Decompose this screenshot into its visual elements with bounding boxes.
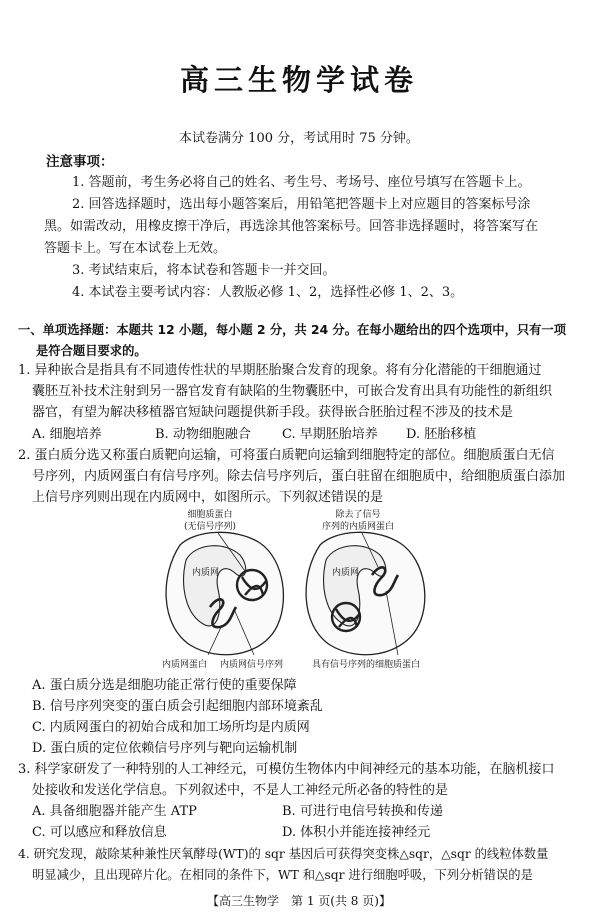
figure-label-er-protein: 内质网蛋白 bbox=[162, 660, 208, 670]
right-cell bbox=[306, 532, 425, 655]
question-1-stem: 1. 异种嵌合是指具有不同遗传性状的早期胚胎聚合发育的现象。将有分化潜能的干细胞通过 bbox=[18, 363, 542, 378]
page-footer: 【高三生物学 第 1 页(共 8 页)】 bbox=[207, 894, 391, 908]
q2-option-b: B. 信号序列突变的蛋白质会引起细胞内部环境紊乱 bbox=[32, 699, 323, 714]
notes-line: 答题卡上。写在本试卷上无效。 bbox=[44, 241, 227, 256]
exam-info: 本试卷满分 100 分，考试用时 75 分钟。 bbox=[179, 131, 419, 146]
question-1-stem: 器官，有望为解决移植器官短缺问题提供新手段。获得嵌合胚胎过程不涉及的技术是 bbox=[32, 405, 514, 420]
notes-heading: 注意事项： bbox=[46, 154, 114, 170]
notes-line: 黑。如需改动，用橡皮擦干净后，再选涂其他答案标号。回答非选择题时，将答案写在 bbox=[44, 219, 539, 234]
figure-label-er-left: 内质网 bbox=[192, 568, 220, 578]
question-2-stem: 2. 蛋白质分选又称蛋白质靶向运输，可将蛋白质靶向运输到细胞特定的部位。细胞质蛋白无信 bbox=[18, 448, 555, 463]
q3-option-a: A. 具备细胞器并能产生 ATP bbox=[32, 804, 197, 819]
figure-label-cyto-with-signal: 具有信号序列的细胞质蛋白 bbox=[312, 660, 421, 670]
figure-label-er-protein-without-signal: 序列的内质网蛋白 bbox=[321, 522, 395, 532]
figure-label-removed-signal: 除去了信号 bbox=[335, 510, 381, 520]
q1-option-b: B. 动物细胞融合 bbox=[155, 427, 251, 442]
question-2-stem: 号序列，内质网蛋白有信号序列。除去信号序列后，蛋白驻留在细胞质中，给细胞质蛋白添加 bbox=[32, 469, 566, 484]
question-4-stem: 明显减少，且出现碎片化。在相同的条件下，WT 和△sqr 进行细胞呼吸，下列分析错误的是 bbox=[32, 868, 533, 882]
figure-label-no-signal: (无信号序列) bbox=[183, 522, 237, 532]
figure-label-cytoplasmic-protein: 细胞质蛋白 bbox=[187, 510, 233, 520]
protein-sorting-figure bbox=[150, 505, 450, 671]
q3-option-c: C. 可以感应和释放信息 bbox=[32, 825, 167, 840]
question-3-stem: 处接收和发送化学信息。下列叙述中，不是人工神经元所必备的特性的是 bbox=[32, 783, 449, 798]
section-heading: 一、单项选择题：本题共 12 小题，每小题 2 分，共 24 分。在每小题给出的四个选项中，只有一项 bbox=[18, 323, 567, 337]
q3-option-d: D. 体积小并能连接神经元 bbox=[282, 825, 431, 840]
notes-line: 4. 本试卷主要考试内容：人教版必修 1、2，选择性必修 1、2、3。 bbox=[72, 285, 464, 300]
q1-option-d: D. 胚胎移植 bbox=[406, 427, 477, 442]
notes-line: 1. 答题前，考生务必将自己的姓名、考生号、考场号、座位号填写在答题卡上。 bbox=[72, 175, 531, 190]
figure-label-er-signal-sequence: 内质网信号序列 bbox=[220, 660, 284, 670]
q3-option-b: B. 可进行电信号转换和传递 bbox=[282, 804, 443, 819]
section-heading-cont: 是符合题目要求的。 bbox=[36, 344, 147, 358]
question-4-stem: 4. 研究发现，敲除某种兼性厌氧酵母(WT)的 sqr 基因后可获得突变株△sqr，△sqr 的线粒体数量 bbox=[18, 847, 549, 861]
page-title: 高三生物学试卷 bbox=[179, 63, 418, 97]
notes-line: 3. 考试结束后，将本试卷和答题卡一并交回。 bbox=[72, 263, 336, 278]
q2-option-c: C. 内质网蛋白的初始合成和加工场所均是内质网 bbox=[32, 720, 310, 735]
left-cell bbox=[166, 532, 283, 655]
question-2-stem: 上信号序列则出现在内质网中，如图所示。下列叙述错误的是 bbox=[32, 490, 384, 505]
q1-option-a: A. 细胞培养 bbox=[32, 427, 102, 442]
question-1-stem: 囊胚互补技术注射到另一器官发育有缺陷的生物囊胚中，可嵌合发育出具有功能性的新组织 bbox=[32, 384, 553, 399]
figure-label-er-right: 内质网 bbox=[332, 568, 360, 578]
q2-option-d: D. 蛋白质的定位依赖信号序列与靶向运输机制 bbox=[32, 741, 298, 756]
q1-option-c: C. 早期胚胎培养 bbox=[282, 427, 378, 442]
notes-line: 2. 回答选择题时，选出每小题答案后，用铅笔把答题卡上对应题目的答案标号涂 bbox=[72, 197, 531, 212]
q2-option-a: A. 蛋白质分选是细胞功能正常行使的重要保障 bbox=[32, 678, 297, 693]
question-3-stem: 3. 科学家研发了一种特别的人工神经元，可模仿生物体内中间神经元的基本功能，在脑机接口 bbox=[18, 762, 555, 777]
